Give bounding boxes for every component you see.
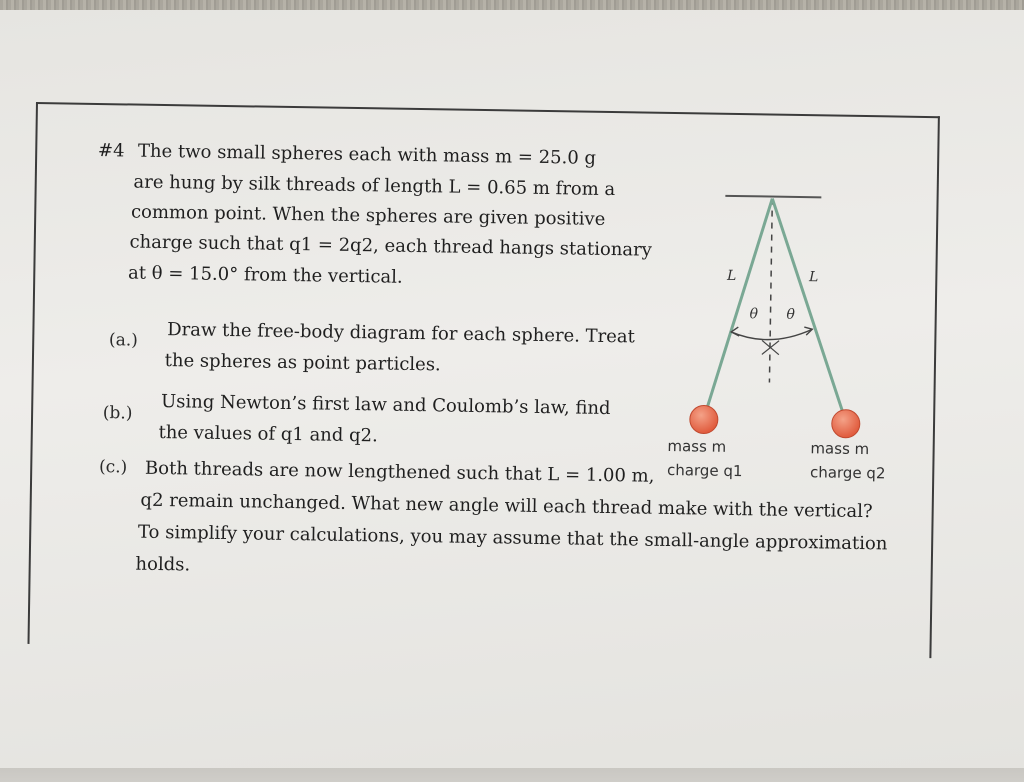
intro-line-4: charge such that q1 = 2q2, each thread hangs stationary [129,231,653,261]
part-c-label: (c.) [98,457,128,478]
right-sphere-mass: mass m [810,439,870,459]
angle-label-right: θ [786,306,796,323]
intro-line-5: at θ = 15.0° from the vertical. [127,262,403,288]
part-b-line-1: Using Newton’s first law and Coulomb’s law, find [160,390,611,420]
part-c-line-4: holds. [135,553,191,576]
right-sphere [832,410,860,438]
left-sphere-charge: charge q1 [666,460,743,481]
ceiling-line [725,196,821,198]
intro-line-3: common point. When the spheres are given positive [130,201,606,230]
problem-number: #4 [97,139,125,162]
left-thread [706,198,772,413]
right-sphere-charge: charge q2 [809,463,886,483]
part-a-line-2: the spheres as point particles. [164,350,441,376]
vertical-dashed-line [769,199,772,383]
thread-label-right: L [808,269,819,286]
part-b-label: (b.) [102,403,133,424]
left-sphere-mass: mass m [667,436,727,456]
thread-label-left: L [726,267,737,285]
part-a-label: (a.) [108,330,138,351]
part-b-line-2: the values of q1 and q2. [158,421,378,447]
intro-line-2: are hung by silk threads of length L = 0.65 m from a [133,171,616,201]
part-c-line-3: To simplify your calculations, you may assume that the small-angle approximation [137,521,888,555]
angle-arc [731,328,812,340]
angle-label-left: θ [749,306,759,323]
intro-line-1: The two small spheres each with mass m = 25.0 g [137,140,597,169]
right-thread [769,199,847,416]
part-c-line-2: q2 remain unchanged. What new angle will each thread make with the vertical? [140,489,873,523]
part-a-line-1: Draw the free-body diagram for each sphere. Treat [167,319,636,348]
left-sphere [690,405,718,433]
part-c-line-1: Both threads are now lengthened such that L = 1.00 m, [144,457,655,487]
